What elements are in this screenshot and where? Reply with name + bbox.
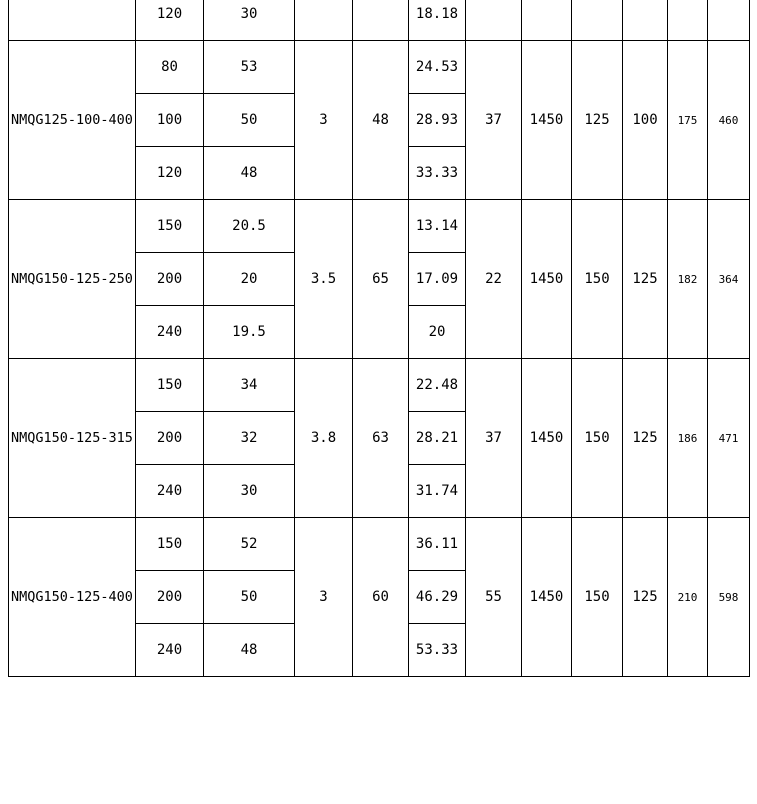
npsh-cell: 3.5: [295, 200, 353, 359]
speed-cell: 1450: [522, 359, 572, 518]
inlet-cell: 150: [572, 359, 623, 518]
shaft-power-cell: 36.11: [409, 518, 466, 571]
table-row: [9, 359, 750, 412]
npsh-cell: [295, 0, 353, 41]
flow-cell: 200: [136, 253, 204, 306]
npsh-cell: 3: [295, 41, 353, 200]
shaft-power-cell: 17.09: [409, 253, 466, 306]
shaft-power-cell: 18.18: [409, 0, 466, 41]
npsh-cell: 3.8: [295, 359, 353, 518]
motor-power-cell: 22: [466, 200, 522, 359]
shaft-power-cell: 28.21: [409, 412, 466, 465]
blank-cell: [668, 0, 708, 41]
head-cell: 20: [204, 253, 295, 306]
head-cell: 53: [204, 41, 295, 94]
head-cell: 19.5: [204, 306, 295, 359]
head-cell: 48: [204, 147, 295, 200]
flow-cell: 100: [136, 94, 204, 147]
flow-cell: 150: [136, 200, 204, 253]
head-cell: 52: [204, 518, 295, 571]
efficiency-cell: 63: [353, 359, 409, 518]
efficiency-cell: 60: [353, 518, 409, 677]
col-b-cell: 471: [708, 359, 750, 518]
motor-power-cell: 37: [466, 41, 522, 200]
inlet-cell: 150: [572, 200, 623, 359]
model-cell: NMQG125-100-400: [9, 41, 136, 200]
pump-spec-table: [8, 0, 750, 677]
inlet-cell: 150: [572, 518, 623, 677]
flow-cell: 200: [136, 571, 204, 624]
speed-cell: 1450: [522, 41, 572, 200]
outlet-cell: 100: [623, 41, 668, 200]
flow-cell: 200: [136, 412, 204, 465]
shaft-power-cell: 31.74: [409, 465, 466, 518]
table-row: [9, 518, 750, 571]
head-cell: 34: [204, 359, 295, 412]
flow-cell: 120: [136, 0, 204, 41]
col-b-cell: [708, 0, 750, 41]
col-b-cell: 460: [708, 41, 750, 200]
flow-cell: 240: [136, 306, 204, 359]
shaft-power-cell: 53.33: [409, 624, 466, 677]
shaft-power-cell: 20: [409, 306, 466, 359]
flow-cell: 150: [136, 518, 204, 571]
speed-cell: 1450: [522, 518, 572, 677]
shaft-power-cell: 22.48: [409, 359, 466, 412]
table-row: [9, 41, 750, 94]
flow-cell: 240: [136, 465, 204, 518]
table-row: [9, 200, 750, 253]
col-a-cell: 186: [668, 359, 708, 518]
shaft-power-cell: 33.33: [409, 147, 466, 200]
outlet-cell: 125: [623, 518, 668, 677]
flow-cell: 120: [136, 147, 204, 200]
model-cell: [9, 0, 136, 41]
shaft-power-cell: 46.29: [409, 571, 466, 624]
speed-cell: [522, 0, 572, 41]
motor-power-cell: [466, 0, 522, 41]
flow-cell: 240: [136, 624, 204, 677]
head-cell: 20.5: [204, 200, 295, 253]
blank-cell: [623, 0, 668, 41]
col-b-cell: 364: [708, 200, 750, 359]
efficiency-cell: [353, 0, 409, 41]
speed-cell: 1450: [522, 200, 572, 359]
efficiency-cell: 65: [353, 200, 409, 359]
motor-power-cell: 37: [466, 359, 522, 518]
flow-cell: 80: [136, 41, 204, 94]
head-cell: 30: [204, 0, 295, 41]
outlet-cell: 125: [623, 200, 668, 359]
shaft-power-cell: 28.93: [409, 94, 466, 147]
npsh-cell: 3: [295, 518, 353, 677]
col-a-cell: 182: [668, 200, 708, 359]
head-cell: 48: [204, 624, 295, 677]
head-cell: 50: [204, 571, 295, 624]
flow-cell: 150: [136, 359, 204, 412]
col-a-cell: 175: [668, 41, 708, 200]
blank-cell: [572, 0, 623, 41]
motor-power-cell: 55: [466, 518, 522, 677]
shaft-power-cell: 24.53: [409, 41, 466, 94]
head-cell: 50: [204, 94, 295, 147]
inlet-cell: 125: [572, 41, 623, 200]
model-cell: NMQG150-125-400: [9, 518, 136, 677]
head-cell: 32: [204, 412, 295, 465]
head-cell: 30: [204, 465, 295, 518]
efficiency-cell: 48: [353, 41, 409, 200]
shaft-power-cell: 13.14: [409, 200, 466, 253]
outlet-cell: 125: [623, 359, 668, 518]
col-a-cell: 210: [668, 518, 708, 677]
model-cell: NMQG150-125-250: [9, 200, 136, 359]
col-b-cell: 598: [708, 518, 750, 677]
model-cell: NMQG150-125-315: [9, 359, 136, 518]
